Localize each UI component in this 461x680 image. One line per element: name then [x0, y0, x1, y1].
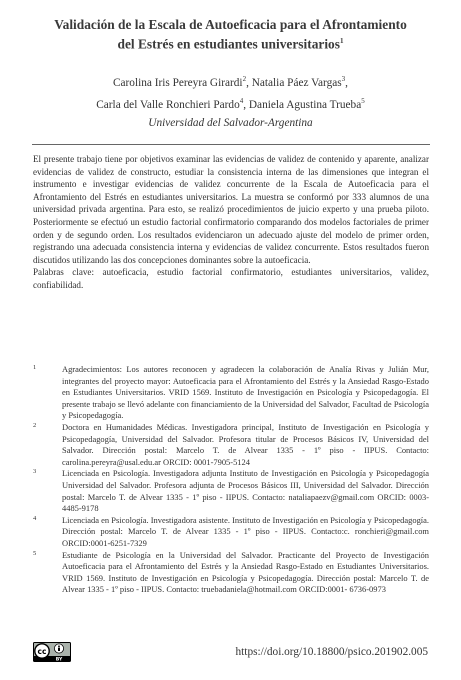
title-line-1: Validación de la Escala de Autoeficacia para el Afrontamiento — [54, 17, 407, 32]
author-name: Carolina Iris Pereyra Girardi — [113, 76, 243, 89]
footnote — [33, 364, 429, 422]
title-line-2: del Estrés en estudiantes universitarios$^1$ — [117, 36, 344, 52]
footnote-number: 1 — [33, 364, 37, 371]
footnote-number: 5 — [33, 549, 37, 557]
footnote-number: 2 — [33, 421, 37, 429]
doi-link[interactable]: https://doi.org/10.18800/psico.201902.005 — [235, 646, 428, 658]
article-title — [20, 16, 441, 52]
author-name: Carla del Valle Ronchieri Pardo — [96, 98, 240, 111]
section-divider — [32, 144, 430, 145]
footnote-text: Licenciada en Psicología. Investigadora asistente. Instituto de Investigación en Psicología y Psicopedagogía. Dirección postal: Marcelo T. de Alvear 1335 - 1º piso - IIPUS. Contacto:c. ronchieri@gmail.com ORCID:0001-6251-7329 — [62, 514, 429, 548]
footnote-text: Agradecimientos: Los autores reconocen y agradecen la colaboración de Analía Rivas y Julián Mur, integrantes del proyecto mayor: Autoeficacia para el Afrontamiento del Estrés y la Ansiedad Rasgo-Estado en Estudiantes Universitarios. VRID 1569. Instituto de Investigación en Psicología y Psicopedagogía. El presente trabajo se llevó adelante con financiamiento de la Universidad del Salvador, Facultad de Psicología y Psicopedagogía. — [62, 364, 429, 421]
title-footnote-mark: 1 — [339, 37, 344, 45]
footnote — [33, 468, 429, 514]
author-name: Daniela Agustina Trueba — [248, 98, 362, 111]
footnote-text: Licenciada en Psicología. Investigadora adjunta Instituto de Investigación en Psicología y Psicopedagogía Universidad del Salvador. Profesora adjunta de Procesos Básicos III, Universidad del Salvador. Dirección postal: Marcelo T. de Alvear 1335 - 1º piso - IIPUS. Contacto: nataliapaezv@gmail.com ORCID: 0003-4485-9178 — [62, 468, 429, 514]
cc-by-icon[interactable] — [33, 642, 71, 662]
author-list — [20, 70, 441, 132]
footnote — [33, 515, 429, 550]
footnote-text: Estudiante de Psicología en la Universidad del Salvador. Practicante del Proyecto de Investigación Autoeficacia para el Afrontamiento del Estrés y la Ansiedad Rasgo-Estado en Estudiantes Universitarios. VRID 1569. Instituto de Investigación en Psicología y Psicopedagogía. Dirección postal: Marcelo T. de Alvear 1335 - 1º piso - IIPUS. Contacto: truebadaniela@hotmail.com ORCID:0001- 6736-0973 — [62, 549, 429, 595]
authors-line-1: Carolina Iris Pereyra Girardi$^2$, Natalia Páez Vargas$^3$, — [113, 75, 348, 89]
cc-by-badge — [33, 642, 71, 662]
author-name: Natalia Páez Vargas — [251, 76, 342, 89]
license-label: BY — [55, 657, 63, 662]
footnote — [33, 550, 429, 596]
footnote-text: Doctora en Humanidades Médicas. Investigadora principal, Instituto de Investigación en Psicología y Psicopedagogía, Universidad del Salvador. Profesora titular de Procesos Básicos IV, Universidad del Salvador. Dirección postal: Marcelo T. de Alvear 1335 - 1º piso - IIPUS. Contacto: carolina.pereyra@usal.edu.ar ORCID: 0001-7905-5124 — [62, 421, 429, 467]
authors-line-2: Carla del Valle Ronchieri Pardo$^4$, Daniela Agustina Trueba$^5$ — [96, 96, 365, 111]
keywords: Palabras clave: autoeficacia, estudio factorial confirmatorio, estudiantes universitarios, validez, confiabilidad. — [33, 267, 429, 290]
abstract — [33, 153, 429, 292]
footnote — [33, 422, 429, 468]
affiliation: Universidad del Salvador-Argentina — [148, 116, 313, 129]
footnote-number: 3 — [33, 468, 37, 476]
footnotes — [33, 364, 429, 596]
footnote-number: 4 — [33, 514, 37, 522]
svg-text:cc: cc — [37, 646, 47, 656]
abstract-body: El presente trabajo tiene por objetivos examinar las evidencias de validez de contenido y aparente, analizar evidencias de validez de constructo, estudiar la consistencia interna de las dimensiones que integran el instrumento e investigar evidencias de validez concurrente de la Escala de Autoeficacia para el Afrontamiento del Estrés en estudiantes universitarios. La muestra se conformó por 333 alumnos de una universidad privada argentina. Para esto, se realizó procedimientos de juicio experto y una prueba piloto. Posteriormente se efectuó un estudio factorial confirmatorio comparando dos modelos factoriales de primer orden y de segundo orden. Los resultados evidenciaron un adecuado ajuste del modelo de primer orden, registrando una adecuada consistencia interna y evidencias de validez concurrente. Estos resultados fueron discutidos utilizando las dos concepciones dominantes sobre la autoeficacia. — [33, 154, 429, 265]
